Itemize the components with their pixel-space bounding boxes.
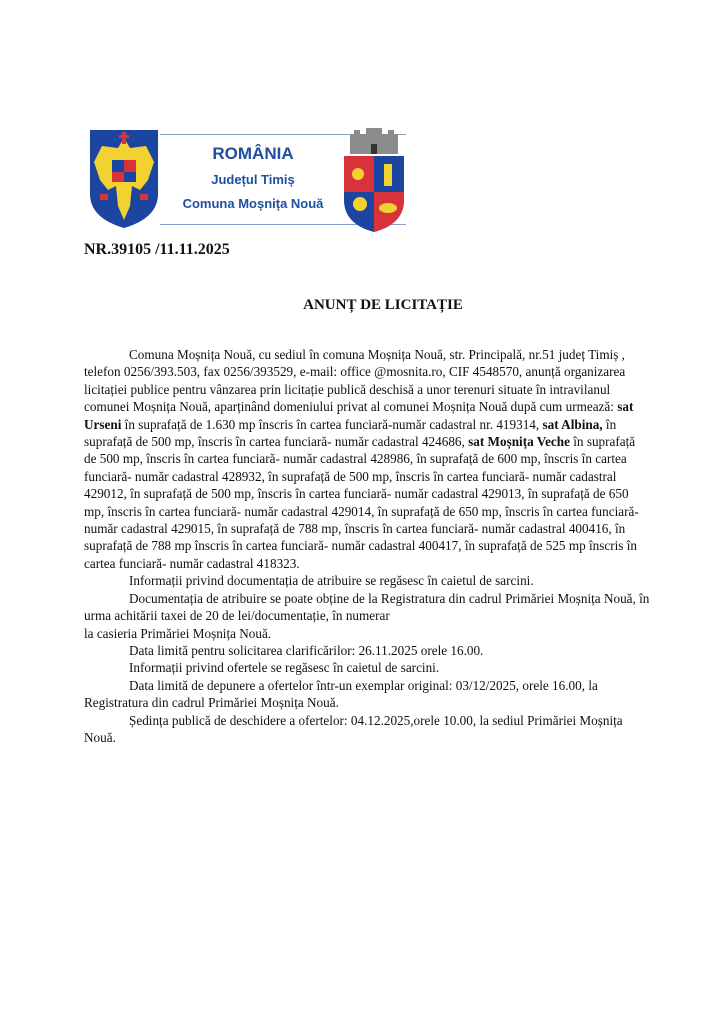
romania-coat-of-arms-icon xyxy=(88,128,160,230)
paragraph-offers-info: Informații privind ofertele se regăsesc în caietul de sarcini. xyxy=(129,660,440,676)
paragraph-cashier: la casieria Primăriei Moșnița Nouă. xyxy=(84,625,272,641)
header-county: Județul Timiș xyxy=(211,172,295,187)
village-albina: sat Albina, xyxy=(542,416,603,432)
mosnita-noua-coat-of-arms-icon xyxy=(340,126,408,234)
paragraph-intro xyxy=(84,346,650,572)
text-span: în suprafață de 500 mp, înscris în cartea funciară- număr cadastral 428986, în suprafață de 600 mp, înscris în cartea funciară- număr cadastral 428932, în suprafață de 500 mp, înscris în cartea funciară- număr cadastral 429012, în suprafață de 500 mp, înscris în cartea funciară- număr cadastral 429013, în suprafață de 650 mp, înscris în cartea funciară- număr cadastral 429014, în suprafață de 650 mp, înscris în cartea funciară- număr cadastral 429015, în suprafață de 788 mp, înscris în cartea funciară- număr cadastral 400416, în suprafață de 788 mp înscris în cartea funciară- număr cadastral 400417, în suprafață de 525 mp înscris în cartea funciară- număr cadastral 418323. xyxy=(84,434,639,571)
document-title: ANUNȚ DE LICITAȚIE xyxy=(303,297,463,313)
document-number: NR.39105 /11.11.2025 xyxy=(84,241,230,258)
header-commune: Comuna Moșnița Nouă xyxy=(182,196,324,211)
paragraph-documentation-info: Informații privind documentația de atribuire se regăsesc în caietul de sarcini. xyxy=(129,573,534,589)
text-span: în suprafață de 500 mp, înscris în cartea funciară- număr cadastral 424686, xyxy=(84,416,617,450)
letterhead xyxy=(86,126,406,234)
text-span: în suprafață de 1.630 mp înscris în cartea funciară-număr cadastral nr. 419314, xyxy=(121,416,543,432)
paragraph-clarification-deadline: Data limită pentru solicitarea clarificărilor: 26.11.2025 orele 16.00. xyxy=(129,642,484,658)
paragraph-opening-session: Ședința publică de deschidere a ofertelor: 04.12.2025,orele 10.00, la sediul Primăriei Moșnița Nouă. xyxy=(84,712,623,745)
paragraph-submission-deadline: Data limită de depunere a ofertelor într-un exemplar original: 03/12/2025, orele 16.00, la Registratura din cadrul Primăriei Moșnița Nouă. xyxy=(84,677,598,711)
document-body xyxy=(84,346,650,746)
header-country: ROMÂNIA xyxy=(212,144,294,163)
village-urseni: sat Urseni xyxy=(84,399,634,432)
village-mosnita-veche: sat Moșnița Veche xyxy=(468,434,570,450)
text-span: Comuna Moșnița Nouă, cu sediul în comuna Moșnița Nouă, str. Principală, nr.51 județ Timiș , telefon 0256/393.503, fax 0256/393529, e-mail: office @mosnita.ro, CIF 4548570, anunță organizarea licitației publice pentru vânzarea prin licitație publică deschisă a unor terenuri situate în intravilanul comunei Moșnița Nouă, aparținând domeniului privat al comunei Moșnița Nouă după cum urmează: xyxy=(84,347,626,415)
paragraph-documentation-obtain: Documentația de atribuire se poate obține de la Registratura din cadrul Primăriei Moșnița Nouă, în urma achitării taxei de 20 de lei/documentație, în numerar xyxy=(84,590,650,624)
